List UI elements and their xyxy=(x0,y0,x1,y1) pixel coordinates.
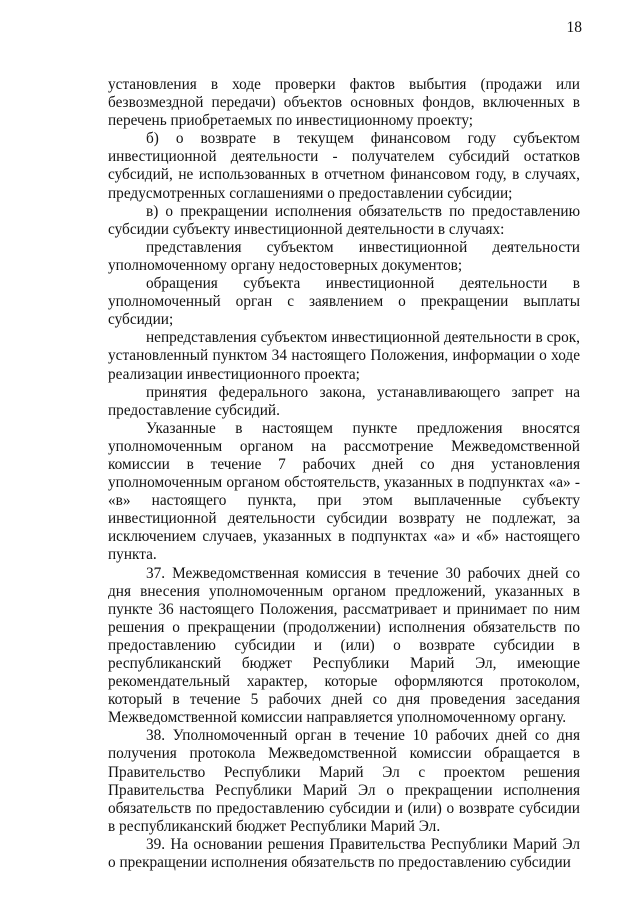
paragraph-case-1: представления субъектом инвестиционной деятельности уполномоченному органу недостоверных документов; xyxy=(108,238,580,274)
paragraph-subitem-b: б) о возврате в текущем финансовом году субъектом инвестиционной деятельности - получателем субсидий остатков субсидий, не использованных в отчетном финансовом году, в случаях, предусмотренных соглашениями о предоставлении субсидии; xyxy=(108,130,580,202)
paragraph-subitem-v: в) о прекращении исполнения обязательств по предоставлению субсидии субъекту инвестиционной деятельности в случаях: xyxy=(108,202,580,238)
paragraph-case-3: непредставления субъектом инвестиционной деятельности в срок, установленный пунктом 34 настоящего Положения, информации о ходе реализации инвестиционного проекта; xyxy=(108,329,580,383)
paragraph-item-38: 38. Уполномоченный орган в течение 10 рабочих дней со дня получения протокола Межведомственной комиссии обращается в Правительство Республики Марий Эл с проектом решения Правительства Республики Марий Эл о прекращении исполнения обязательств по предоставлению субсидии и (или) о возврате субсидии в республиканский бюджет Республики Марий Эл. xyxy=(108,727,580,835)
paragraph-case-4: принятия федерального закона, устанавливающего запрет на предоставление субсидий. xyxy=(108,383,580,419)
paragraph-item-39: 39. На основании решения Правительства Республики Марий Эл о прекращении исполнения обязательств по предоставлению субсидии xyxy=(108,835,580,872)
paragraph-case-2: обращения субъекта инвестиционной деятельности в уполномоченный орган с заявлением о прекращении выплаты субсидии; xyxy=(108,275,580,329)
document-body xyxy=(108,76,580,872)
paragraph-proposals: Указанные в настоящем пункте предложения вносятся уполномоченным органом на рассмотрение Межведомственной комиссии в течение 7 рабочих дней со дня установления уполномоченным органом обстоятельств, указанных в подпунктах «а» - «в» настоящего пункта, при этом выплаченные субъекту инвестиционной деятельности субсидии возврату не подлежат, за исключением случаев, указанных в подпунктах «а» и «б» настоящего пункта. xyxy=(108,419,580,564)
page-number: 18 xyxy=(566,19,582,36)
paragraph-continuation: установления в ходе проверки фактов выбытия (продажи или безвозмездной передачи) объектов основных фондов, включенных в перечень приобретаемых по инвестиционному проекту; xyxy=(108,76,580,130)
paragraph-item-37: 37. Межведомственная комиссия в течение 30 рабочих дней со дня внесения уполномоченным органом предложений, указанных в пункте 36 настоящего Положения, рассматривает и принимает по ним решения о прекращении (продолжении) исполнения обязательств по предоставлению субсидии и (или) о возврате субсидии в республиканский бюджет Республики Марий Эл, имеющие рекомендательный характер, которые оформляются протоколом, который в течение 5 рабочих дней со дня проведения заседания Межведомственной комиссии направляется уполномоченному органу. xyxy=(108,564,580,727)
